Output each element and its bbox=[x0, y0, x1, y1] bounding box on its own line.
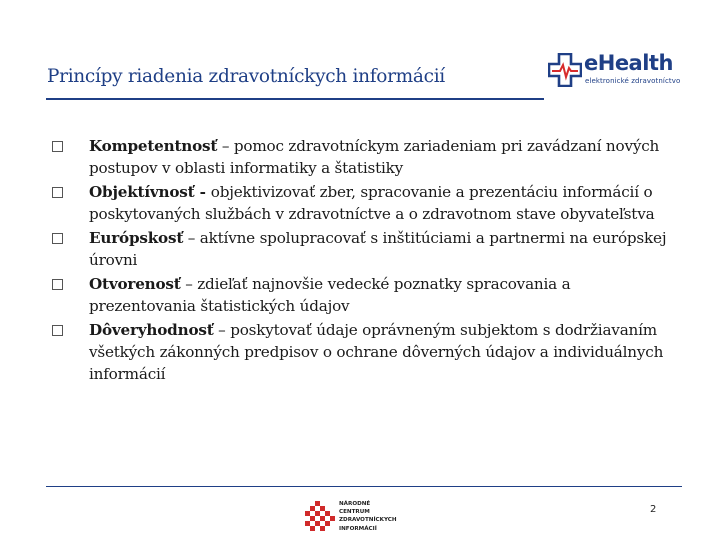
principles-list bbox=[47, 135, 667, 387]
square-bullet-icon bbox=[52, 279, 63, 290]
footer-divider bbox=[46, 486, 682, 487]
principle-term: Kompetentnosť bbox=[89, 137, 218, 155]
principle-openness bbox=[47, 273, 667, 317]
slide-title: Princípy riadenia zdravotníckych informácií bbox=[47, 66, 445, 87]
principle-term: Európskosť bbox=[89, 229, 184, 247]
principle-text: – zdieľať najnovšie vedecké poznatky spracovania a prezentovania štatistických údajov bbox=[89, 275, 571, 315]
nczi-name: NÁRODNÉ CENTRUM ZDRAVOTNÍCKYCH INFORMÁCIÍ bbox=[339, 501, 397, 532]
title-divider bbox=[46, 98, 544, 100]
principle-europeanness bbox=[47, 227, 667, 271]
principle-term: Otvorenosť bbox=[89, 275, 181, 293]
principle-text: – pomoc zdravotníckym zariadeniam pri zavádzaní nových postupov v oblasti informatiky a štatistiky bbox=[89, 137, 660, 177]
principle-text: – poskytovať údaje oprávneným subjektom s dodržiavaním všetkých zákonných predpisov o ochrane dôverných údajov a individuálnych informácií bbox=[89, 321, 664, 383]
principle-trustworthiness bbox=[47, 319, 667, 385]
square-bullet-icon bbox=[52, 325, 63, 336]
square-bullet-icon bbox=[52, 141, 63, 152]
page-number: 2 bbox=[650, 504, 657, 515]
ehealth-wordmark: eHealth bbox=[584, 51, 673, 75]
principle-text: objektivizovať zber, spracovanie a prezentáciu informácií o poskytovaných službách v zdravotníctve a o zdravotnom stave obyvateľstva bbox=[89, 183, 655, 223]
ehealth-logo bbox=[548, 51, 681, 101]
principle-term: Objektívnosť - bbox=[89, 183, 211, 201]
square-bullet-icon bbox=[52, 187, 63, 198]
checkered-cross-icon bbox=[303, 500, 337, 534]
nczi-logo bbox=[303, 498, 401, 540]
ehealth-cross-icon bbox=[548, 53, 582, 87]
principle-competence bbox=[47, 135, 667, 179]
principle-term: Dôveryhodnosť bbox=[89, 321, 214, 339]
principle-objectivity bbox=[47, 181, 667, 225]
principle-text: – aktívne spolupracovať s inštitúciami a partnermi na európskej úrovni bbox=[89, 229, 667, 269]
square-bullet-icon bbox=[52, 233, 63, 244]
ehealth-subtitle: elektronické zdravotníctvo bbox=[585, 77, 681, 85]
